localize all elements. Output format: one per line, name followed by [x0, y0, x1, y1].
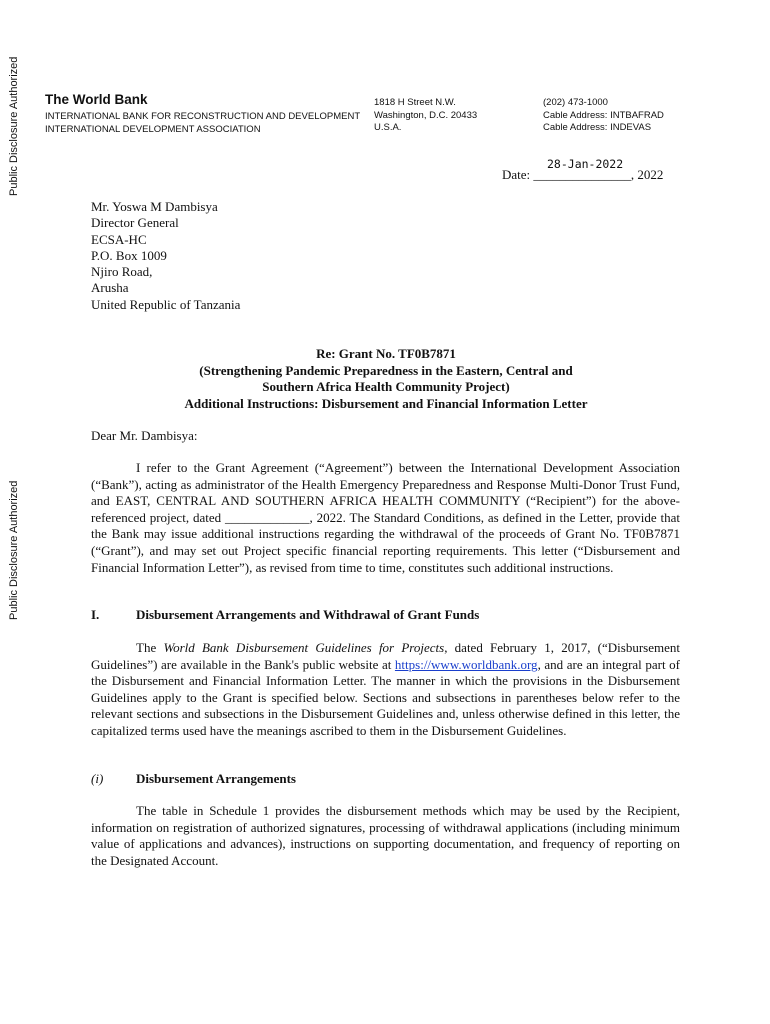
subject-block [91, 346, 681, 412]
date-year: , 2022 [630, 167, 664, 182]
section-number: I. [91, 607, 100, 622]
disclosure-side-label: Public Disclosure Authorized [8, 56, 20, 196]
org-line: INTERNATIONAL BANK FOR RECONSTRUCTION AND DEVELOPMENT [45, 111, 361, 122]
subsection-title: Disbursement Arrangements [136, 771, 296, 786]
address-line: Washington, D.C. 20433 [374, 109, 478, 121]
subject-line: Southern Africa Health Community Project) [262, 379, 510, 394]
subject-line: Additional Instructions: Disbursement and Financial Information Letter [184, 395, 588, 411]
contact-line: Cable Address: INTBAFRAD [543, 109, 664, 121]
address-line: 1818 H Street N.W. [374, 97, 456, 108]
date-blank: _____________ [224, 509, 310, 525]
intro-paragraph [91, 460, 680, 576]
worldbank-link[interactable]: https://www.worldbank.org [394, 656, 538, 672]
recipient-address [91, 199, 240, 313]
recipient-line: Director General [91, 215, 179, 231]
letterhead-org-lines [45, 111, 360, 136]
recipient-line: Mr. Yoswa M Dambisya [91, 199, 218, 214]
subject-line: (Strengthening Pandemic Preparedness in the Eastern, Central and [199, 362, 573, 378]
recipient-line: ECSA-HC [91, 231, 147, 247]
salutation: Dear Mr. Dambisya: [91, 428, 198, 443]
letterhead-address [374, 97, 477, 135]
disclosure-side-label: Public Disclosure Authorized [8, 480, 20, 620]
contact-line: (202) 473-1000 [543, 97, 608, 108]
para-text: The [136, 640, 164, 655]
letterhead-org-name: The World Bank [45, 92, 148, 107]
recipient-line: United Republic of Tanzania [91, 296, 241, 312]
address-line: U.S.A. [374, 122, 402, 133]
recipient-line: Arusha [91, 280, 129, 296]
date-blank: _______________ [533, 167, 631, 182]
contact-line: Cable Address: INDEVAS [543, 122, 652, 133]
date-line [502, 167, 663, 183]
org-line: INTERNATIONAL DEVELOPMENT ASSOCIATION [45, 123, 261, 135]
recipient-line: P.O. Box 1009 [91, 247, 167, 263]
section-heading [91, 607, 479, 623]
para-text: , and are an integral part of the Disbursement and Financial Information Letter. The manner in which the provisions in the Disbursement Guidelines apply to the Grant is specified below. Sections and subsections in parentheses below refer to the relevant sections and subsections in the Disbursement Guidelines and, unless otherwise defined in this letter, the capitalized terms used have the meanings ascribed to them in the Disbursement Guidelines. [91, 656, 680, 738]
para-text: , dated February 1, 2017, (“Disbursement Guidelines”) are available in the Bank's public website at [91, 640, 680, 672]
guidelines-paragraph [91, 640, 680, 740]
subsection-heading [91, 771, 296, 787]
subsection-number: (i) [91, 771, 104, 786]
para-text: , 2022. The Standard Conditions, as defined in the Letter, provide that the Bank may issue additional instructions regarding the withdrawal of the proceeds of Grant No. TF0B7871 (“Grant”), and may set out Project specific financial reporting requirements. This letter (“Disbursement and Financial Information Letter”), as revised from time to time, constitutes such additional instructions. [91, 509, 680, 575]
para-text: I refer to the Grant Agreement (“Agreement”) between the International Development Association (“Bank”), acting as administrator of the Health Emergency Preparedness and Response Multi-Donor Trust Fund, and EAST, CENTRAL AND SOUTHERN AFRICA HEALTH COMMUNITY (“Recipient”) for the above-referenced project, dated [91, 460, 680, 525]
section-title: Disbursement Arrangements and Withdrawal of Grant Funds [136, 607, 480, 622]
arrangements-paragraph: The table in Schedule 1 provides the disbursement methods which may be used by the Recipient, information on registration of authorized signatures, processing of withdrawal applications (including minimum value of applications and advances), instructions on supporting documentation, and frequency of reporting on the Designated Account. [91, 803, 680, 868]
recipient-line: Njiro Road, [91, 264, 153, 280]
guidelines-title: World Bank Disbursement Guidelines for Projects [163, 640, 445, 655]
date-stamp: 28-Jan-2022 [547, 157, 624, 171]
date-label: Date: [502, 167, 534, 182]
letterhead-contact [543, 97, 664, 135]
subject-line: Re: Grant No. TF0B7871 [316, 346, 456, 361]
